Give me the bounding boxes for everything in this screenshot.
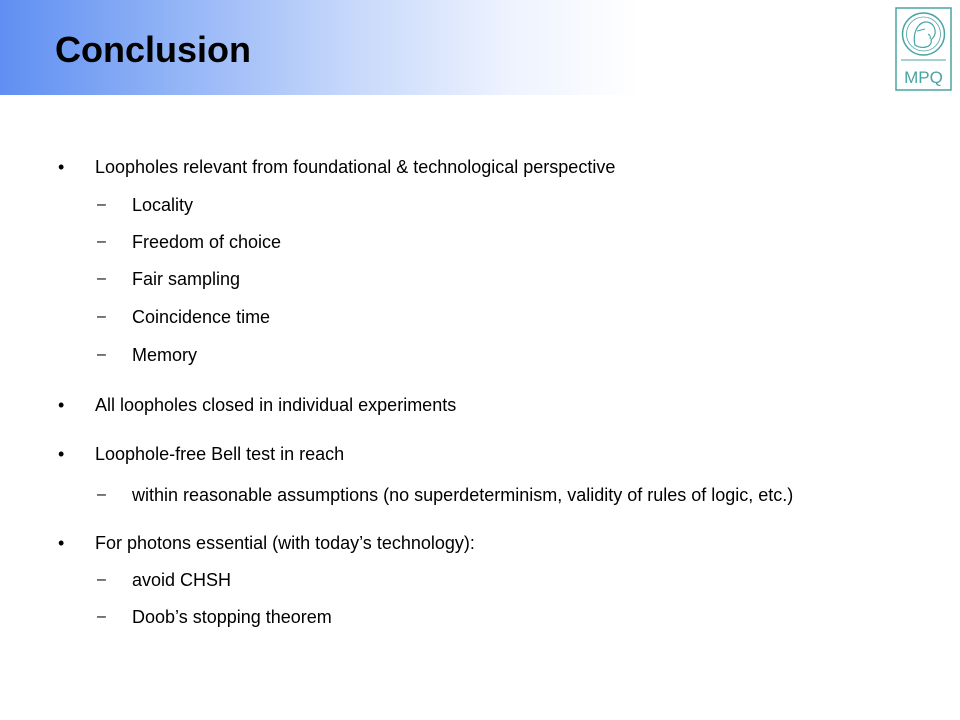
bullet-marker: • [58,533,65,553]
bullet-item: All loopholes closed in individual experiments [95,395,457,415]
dash-marker: – [97,346,106,363]
sub-bullet-item: Memory [132,345,198,365]
bullet-marker: • [58,444,65,464]
dash-marker: – [97,571,106,588]
sub-bullet-item: Doob’s stopping theorem [132,607,332,627]
dash-marker: – [97,233,106,250]
sub-bullet-item: within reasonable assumptions (no superdeterminism, validity of rules of logic, etc.) [132,485,794,505]
slide-title: Conclusion [55,29,251,70]
bullet-item: For photons essential (with today’s technology): [95,533,475,553]
sub-bullet-item: Locality [132,195,194,215]
dash-marker: – [97,270,106,287]
sub-bullet-item: Freedom of choice [132,232,282,252]
sub-bullet-item: Fair sampling [132,269,241,289]
sub-bullet-item: Coincidence time [132,307,271,327]
bullet-marker: • [58,395,65,415]
dash-marker: – [97,486,106,503]
bullet-item: Loopholes relevant from foundational & technological perspective [95,157,616,177]
bullet-marker: • [58,157,65,177]
bullet-item: Loophole-free Bell test in reach [95,444,345,464]
dash-marker: – [97,608,106,625]
dash-marker: – [97,308,106,325]
sub-bullet-item: avoid CHSH [132,570,232,590]
logo-text: MPQ [904,68,943,87]
dash-marker: – [97,196,106,213]
